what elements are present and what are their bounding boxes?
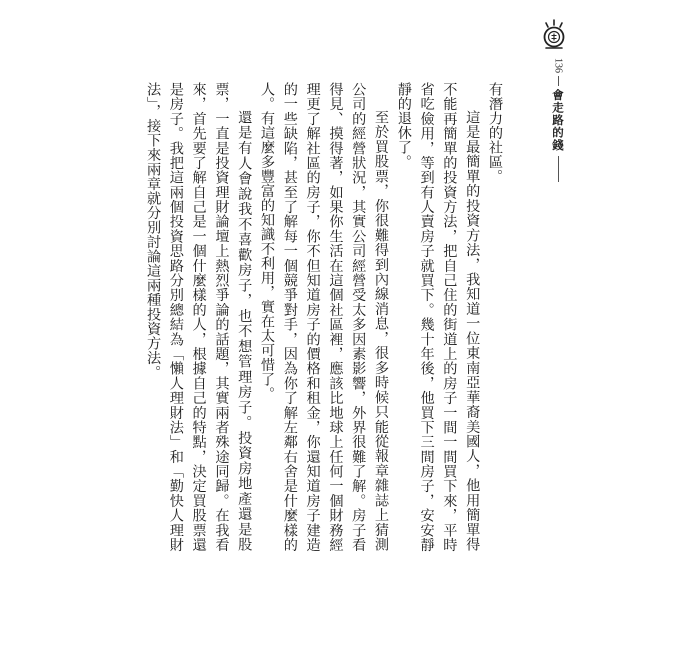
book-title: 會走路的錢 [551, 89, 565, 152]
paragraph: 還是有人會說我不喜歡房子，也不想管理房子。投資房地產還是股票，一直是投資理財論壇上熱烈爭論的話題，其實兩者殊途同歸。在我看來，首先要了解自己是一個什麼樣的人，根據自己的特點，決定買股票還是房子。我把這兩個投資思路分別總結為「懶人理財法」和「勤快人理財法」，接下來兩章就分別討論這兩種投資方法。 [145, 82, 253, 552]
emblem-icon [537, 18, 571, 52]
paragraph: 至於買股票，你很難得到內線消息，很多時候只能從報章雜誌上猜測公司的經營狀況，其實公司經營受太多因素影響，外界很難了解。房子看得見、摸得著，如果你生活在這個社區裡，應該比地球上任何一個財務經理更了解社區的房子，你不但知道房子的價格和租金，你還知道房子建造的一些缺陷，甚至了解每一個競爭對手，因為你了解左鄰右舍是什麼樣的人。有這麼多豐富的知識不利用，實在太可惜了。 [259, 82, 390, 552]
header-divider-long [558, 156, 559, 182]
running-header [545, 58, 571, 182]
paragraph: 這是最簡單的投資方法，我知道一位東南亞華裔美國人，他用簡單得不能再簡單的投資方法，把自己住的街道上的房子一間一間買下來，平時省吃儉用，等到有人賣房子就買下。幾十年後，他買下三間房子，安安靜靜的退休了。 [395, 82, 481, 552]
paragraph: 有潛力的社區。 [487, 82, 503, 184]
page-number: 136 [552, 58, 564, 73]
header-divider [558, 76, 559, 86]
vertical-text-body [141, 82, 506, 552]
